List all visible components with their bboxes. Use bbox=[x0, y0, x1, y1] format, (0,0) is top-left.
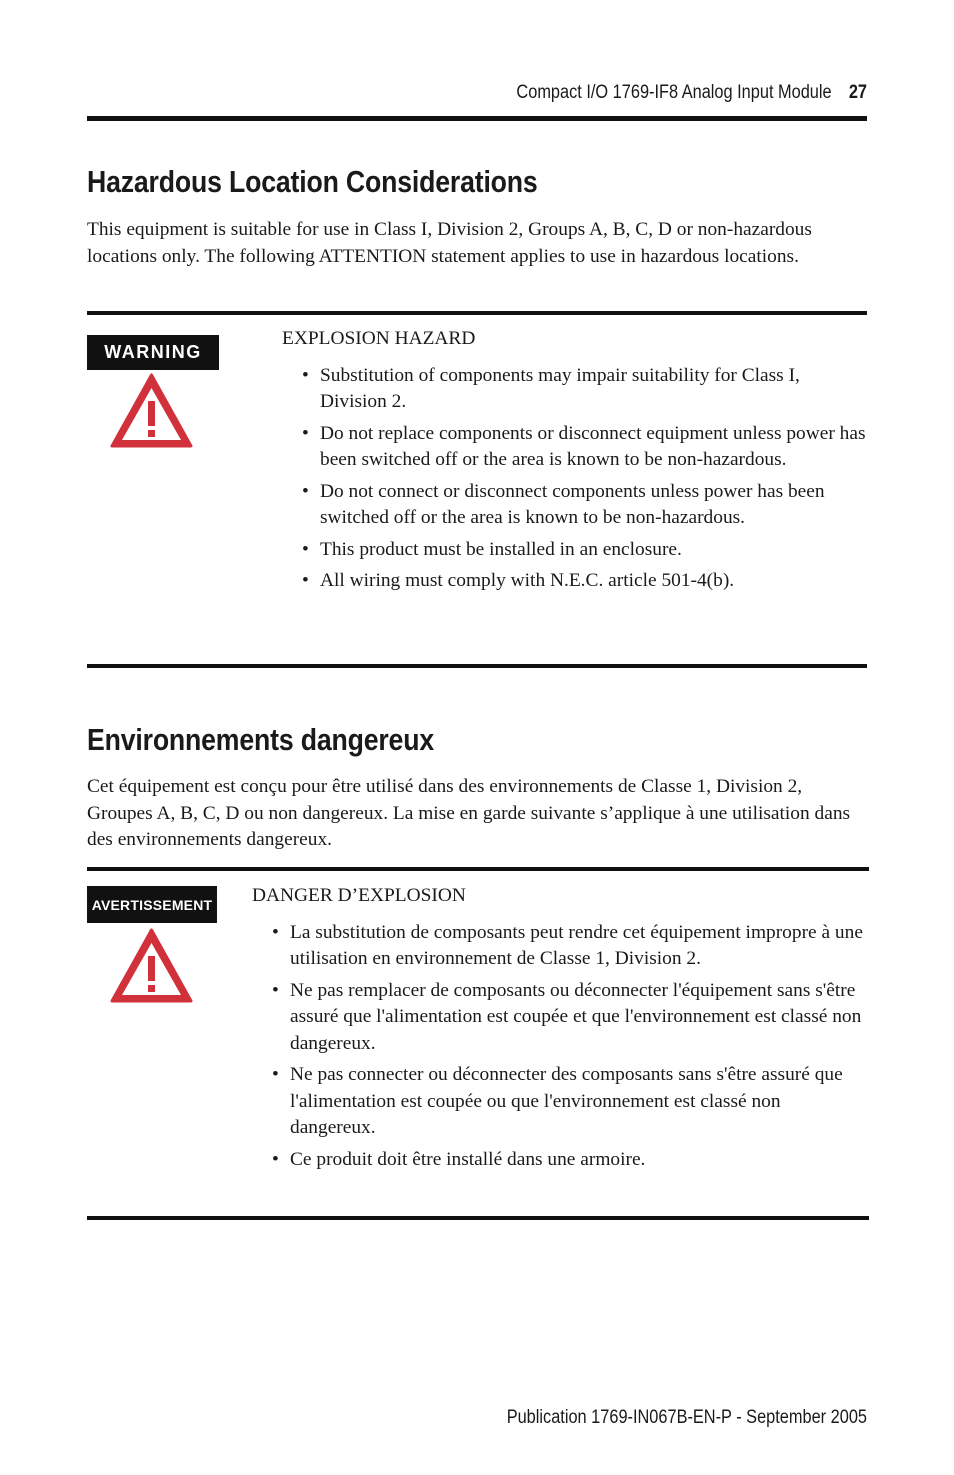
avertissement-label bbox=[87, 886, 217, 923]
list-item: • Ce produit doit être installé dans une armoire. bbox=[272, 1148, 646, 1170]
avertissement-box-top-rule bbox=[87, 867, 869, 871]
warning-label-text: WARNING bbox=[104, 342, 202, 362]
list-item: • All wiring must comply with N.E.C. article 501-4(b). bbox=[302, 570, 735, 591]
page-number: 27 bbox=[848, 82, 867, 103]
warning-triangle-icon bbox=[110, 928, 193, 1003]
header-title: Compact I/O 1769-IF8 Analog Input Module bbox=[516, 82, 832, 103]
list-item: • This product must be installed in an enclosure. bbox=[302, 538, 682, 560]
list-item: • Do not replace components or disconnect equipment unless power has been switched off or the area is known to be non-hazardous. bbox=[302, 422, 866, 470]
warning-box-bottom-rule bbox=[87, 664, 867, 668]
section-heading-hazardous-location: Hazardous Location Considerations bbox=[87, 164, 538, 199]
hazard-content-fr bbox=[252, 883, 868, 1178]
hazard-list-en bbox=[282, 363, 867, 595]
hazard-title-en: EXPLOSION HAZARD bbox=[282, 328, 476, 349]
list-item: • Do not connect or disconnect components unless power has been switched off or the area is known to be non-hazardous. bbox=[302, 480, 825, 528]
hazard-content-en bbox=[282, 326, 867, 600]
warning-triangle-icon bbox=[110, 373, 193, 448]
header-rule bbox=[87, 116, 867, 121]
publication-footer: Publication 1769-IN067B-EN-P - September 2005 bbox=[506, 1407, 867, 1428]
section-heading-environnements-dangereux: Environnements dangereux bbox=[87, 722, 434, 757]
warning-box-top-rule bbox=[87, 311, 867, 315]
list-item: • La substitution de composants peut rendre cet équipement impropre à une utilisation en environnement de Classe 1, Division 2. bbox=[272, 921, 863, 969]
avertissement-label-text: AVERTISSEMENT bbox=[91, 896, 213, 913]
intro-paragraph-en: This equipment is suitable for use in Class I, Division 2, Groups A, B, C, D or non-hazardous locations only. The following ATTENTION statement applies to use in hazardous locations. bbox=[87, 219, 812, 267]
warning-label bbox=[87, 335, 219, 370]
list-item: • Ne pas connecter ou déconnecter des composants sans s'être assuré que l'alimentation est coupée ou que l'environnement est classé non dangereux. bbox=[272, 1064, 843, 1138]
avertissement-box-bottom-rule bbox=[87, 1216, 869, 1220]
list-item: • Ne pas remplacer de composants ou déconnecter l'équipement sans s'être assuré que l'alimentation est coupée et que l'environnement est classé non dangereux. bbox=[272, 979, 862, 1054]
running-header bbox=[196, 82, 867, 104]
hazard-list-fr bbox=[252, 920, 868, 1174]
hazard-title-fr: DANGER D’EXPLOSION bbox=[252, 885, 466, 906]
list-item: • Substitution of components may impair suitability for Class I, Division 2. bbox=[302, 364, 800, 412]
intro-paragraph-fr: Cet équipement est conçu pour être utilisé dans des environnements de Classe 1, Division 2, Groupes A, B, C, D ou non dangereux. La mise en garde suivante s’applique à une utilisation dans des environnements dangereux. bbox=[87, 776, 851, 850]
